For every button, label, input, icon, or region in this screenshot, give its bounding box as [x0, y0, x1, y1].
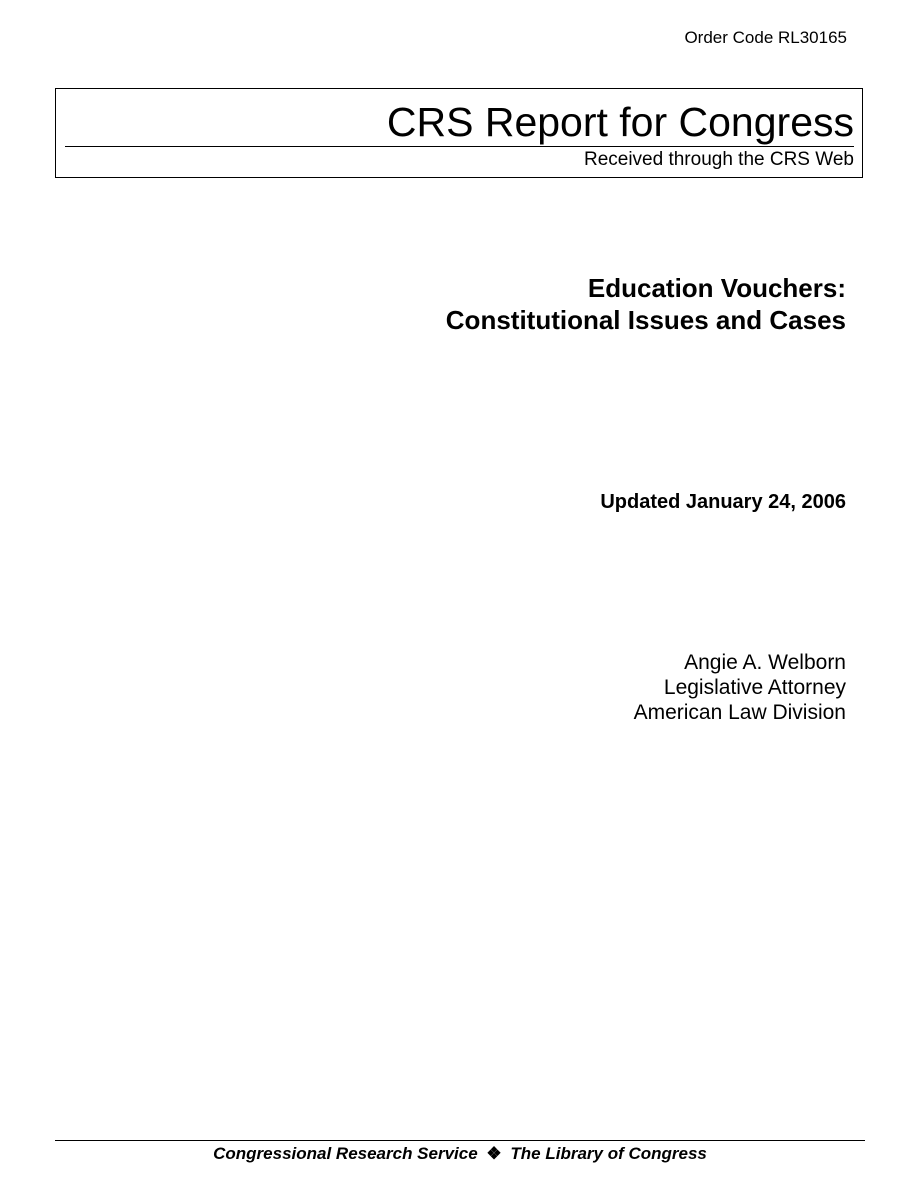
footer-divider: [55, 1140, 865, 1141]
document-title-line-2: Constitutional Issues and Cases: [445, 305, 846, 335]
author-block: [634, 650, 846, 725]
diamond-separator-icon: ❖: [486, 1144, 502, 1163]
header-divider: [65, 146, 854, 147]
footer: [0, 1143, 920, 1164]
document-title-line-1: Education Vouchers:: [587, 273, 846, 303]
updated-date: Updated January 24, 2006: [600, 491, 846, 513]
report-subtitle: Received through the CRS Web: [583, 149, 854, 170]
order-code: Order Code RL30165: [684, 28, 847, 47]
report-header-box: [55, 88, 863, 178]
author-division: American Law Division: [633, 701, 846, 724]
author-name: Angie A. Welborn: [684, 651, 846, 674]
footer-library: The Library of Congress: [510, 1144, 707, 1163]
document-title: [446, 272, 846, 336]
author-position: Legislative Attorney: [663, 676, 846, 699]
report-title: CRS Report for Congress: [386, 99, 854, 145]
footer-organization: Congressional Research Service: [213, 1144, 478, 1163]
